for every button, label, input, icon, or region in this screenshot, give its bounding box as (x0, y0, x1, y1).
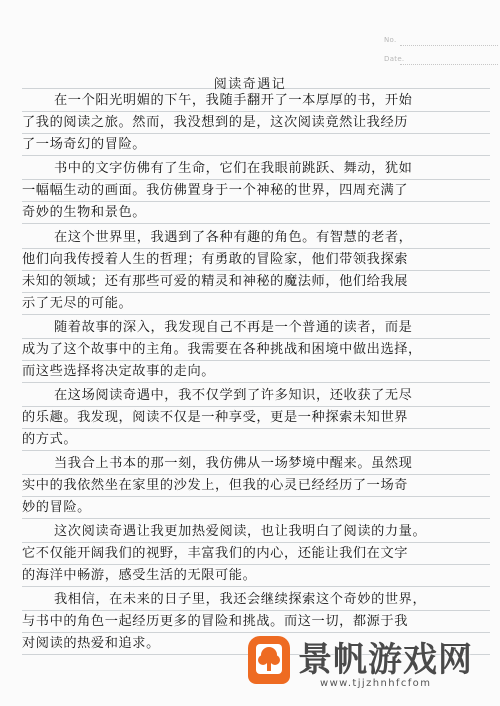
text-line: 一幅幅生动的画面。我仿佛置身于一个神秘的世界，四周充满了 (22, 183, 409, 198)
text-line: 而这些选择将决定故事的走向。 (22, 364, 216, 379)
tree-logo-icon (248, 636, 290, 684)
essay-title: 阅读奇遇记 (213, 77, 287, 92)
page-number-line (400, 45, 498, 46)
text-line: 的海洋中畅游，感受生活的无限可能。 (22, 568, 257, 583)
text-line: 了我的阅读之旅。然而，我没想到的是，这次阅读竟然让我经历 (22, 115, 409, 130)
date-field (384, 55, 404, 63)
text-line: 了一场奇幻的冒险。 (22, 137, 147, 152)
text-line: 与书中的角色一起经历更多的冒险和挑战。而这一切，都源于我 (22, 614, 409, 629)
text-line: 未知的领域；还有那些可爱的精灵和神秘的魔法师，他们给我展 (22, 274, 409, 289)
text-line: 妙的冒险。 (22, 500, 91, 515)
text-line: 对阅读的热爱和追求。 (22, 636, 160, 651)
text-line: 奇妙的生物和景色。 (22, 205, 147, 220)
text-line: 成为了这个故事中的主角。我需要在各种挑战和困境中做出选择， (22, 342, 422, 357)
text-line: 书中的文字仿佛有了生命，它们在我眼前跳跃、舞动，犹如 (54, 161, 413, 176)
text-line: 在这场阅读奇遇中，我不仅学到了许多知识，还收获了无尽 (54, 388, 413, 403)
text-line: 随着故事的深入，我发现自己不再是一个普通的读者，而是 (54, 320, 413, 335)
text-line: 示了无尽的可能。 (22, 296, 133, 311)
text-line: 实中的我依然坐在家里的沙发上，但我的心灵已经经历了一场奇 (22, 478, 409, 493)
page-number-field (384, 36, 397, 44)
text-line: 的方式。 (22, 432, 78, 447)
date-line (400, 64, 498, 65)
text-line: 这次阅读奇遇让我更加热爱阅读，也让我明白了阅读的力量。 (54, 524, 427, 539)
watermark-url-text: www.tjjzhnhfcfom (320, 678, 432, 689)
text-line: 在这个世界里，我遇到了各种有趣的角色。有智慧的老者， (54, 230, 413, 245)
page-number-label: No. (384, 36, 397, 44)
site-watermark (232, 636, 492, 700)
watermark-brand-text: 景帆游戏网 (298, 640, 473, 680)
text-line: 的乐趣。我发现，阅读不仅是一种享受，更是一种探索未知世界 (22, 410, 409, 425)
text-line: 他们向我传授着人生的哲理；有勇敢的冒险家，他们带领我探索 (22, 252, 409, 267)
text-line: 当我合上书本的那一刻，我仿佛从一场梦境中醒来。虽然现 (54, 456, 413, 471)
date-label: Date. (384, 55, 405, 63)
text-line: 在一个阳光明媚的下午，我随手翻开了一本厚厚的书，开始 (54, 93, 413, 108)
text-line: 它不仅能开阔我们的视野，丰富我们的内心，还能让我们在文字 (22, 546, 409, 561)
text-line: 我相信，在未来的日子里，我还会继续探索这个奇妙的世界， (54, 592, 427, 607)
